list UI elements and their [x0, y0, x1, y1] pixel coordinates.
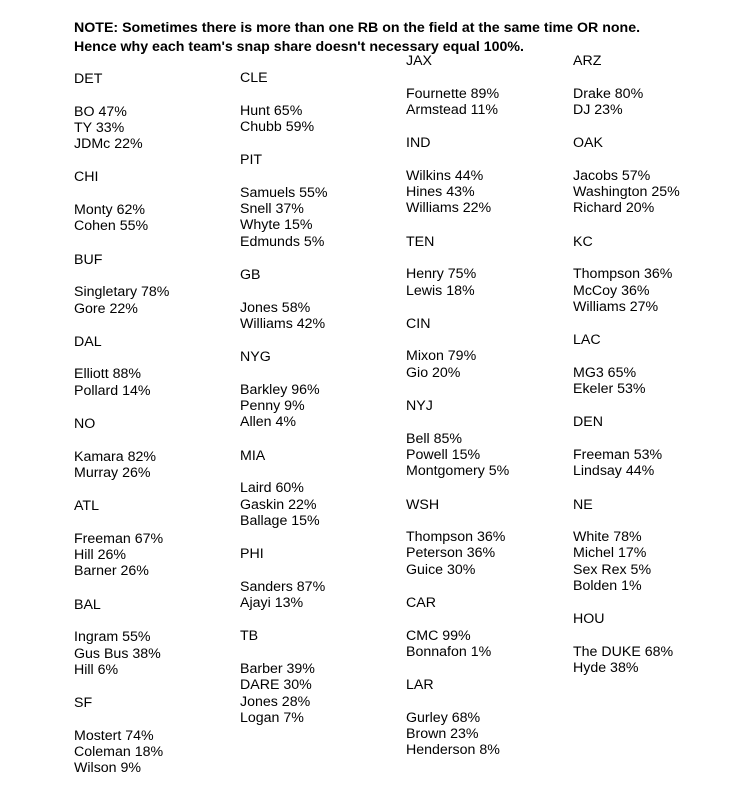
team-name: IND [406, 135, 431, 152]
player-snap-share: Armstead 11% [406, 101, 498, 118]
player-snap-share: Powell 15% [406, 446, 481, 463]
team-block-pit [240, 152, 400, 250]
player-snap-share: Laird 60% [240, 480, 304, 497]
team-name: NE [573, 496, 593, 513]
player-snap-share: Lewis 18% [406, 282, 475, 299]
player-snap-share: Washington 25% [573, 184, 680, 201]
player-snap-share: Logan 7% [240, 709, 304, 726]
player-snap-share: Monty 62% [74, 202, 145, 219]
team-block-tb [240, 628, 400, 726]
player-snap-share: Gore 22% [74, 300, 138, 317]
team-block-wsh [406, 497, 566, 578]
team-block-ten [406, 234, 566, 299]
player-snap-share: White 78% [573, 529, 642, 546]
team-block-lac [573, 332, 733, 397]
team-block-gb [240, 267, 400, 332]
player-snap-share: Freeman 67% [74, 530, 164, 547]
player-snap-share: Montgomery 5% [406, 463, 510, 480]
team-block-nyg [240, 349, 400, 430]
team-column-3 [406, 53, 566, 776]
player-snap-share: Hunt 65% [240, 102, 303, 119]
team-name: MIA [240, 447, 266, 464]
player-snap-share: Bell 85% [406, 430, 462, 447]
player-snap-share: The DUKE 68% [573, 643, 674, 660]
team-name: TB [240, 628, 259, 645]
team-block-nyj [406, 398, 566, 479]
team-name: ARZ [573, 53, 602, 69]
team-column-1 [74, 71, 234, 794]
player-snap-share: Jones 58% [240, 299, 311, 316]
player-snap-share: Mixon 79% [406, 348, 477, 365]
player-snap-share: Murray 26% [74, 464, 151, 481]
team-name: BAL [74, 596, 101, 613]
team-name: JAX [406, 53, 433, 69]
player-snap-share: Thompson 36% [573, 266, 673, 283]
player-snap-share: Mostert 74% [74, 727, 154, 744]
team-block-ind [406, 135, 566, 216]
team-block-ne [573, 497, 733, 595]
player-snap-share: Henderson 8% [406, 742, 500, 759]
team-block-jax [406, 53, 566, 118]
player-snap-share: Richard 20% [573, 200, 655, 217]
player-snap-share: Jones 28% [240, 693, 311, 710]
team-block-mia [240, 448, 400, 529]
team-block-bal [74, 597, 234, 678]
player-snap-share: Whyte 15% [240, 217, 313, 234]
player-snap-share: BO 47% [74, 103, 127, 120]
team-name: HOU [573, 611, 605, 628]
player-snap-share: Wilson 9% [74, 760, 142, 777]
team-name: LAR [406, 677, 434, 694]
player-snap-share: McCoy 36% [573, 282, 650, 299]
player-snap-share: Michel 17% [573, 545, 647, 562]
player-snap-share: Barner 26% [74, 563, 149, 580]
team-name: ATL [74, 498, 99, 515]
player-snap-share: Bolden 1% [573, 578, 642, 595]
team-block-sf [74, 695, 234, 776]
team-block-cin [406, 316, 566, 381]
player-snap-share: Gurley 68% [406, 709, 481, 726]
player-snap-share: Peterson 36% [406, 545, 496, 562]
player-snap-share: Fournette 89% [406, 85, 500, 102]
player-snap-share: Brown 23% [406, 726, 479, 743]
player-snap-share: Drake 80% [573, 85, 644, 102]
team-block-hou [573, 611, 733, 676]
team-block-dal [74, 334, 234, 399]
team-name: LAC [573, 332, 601, 349]
player-snap-share: Thompson 36% [406, 529, 506, 546]
team-name: BUF [74, 251, 103, 268]
team-block-no [74, 416, 234, 481]
player-snap-share: Chubb 59% [240, 118, 315, 135]
player-snap-share: Hill 6% [74, 661, 119, 678]
team-name: GB [240, 266, 261, 283]
player-snap-share: Samuels 55% [240, 184, 328, 201]
team-name: DET [74, 71, 103, 87]
player-snap-share: Gus Bus 38% [74, 645, 161, 662]
note-line-2: Hence why each team's snap share doesn't necessary equal 100%. [74, 39, 524, 55]
team-block-chi [74, 169, 234, 234]
team-block-kc [573, 234, 733, 315]
team-name: CIN [406, 315, 431, 332]
player-snap-share: Snell 37% [240, 201, 304, 218]
team-name: DEN [573, 414, 603, 431]
player-snap-share: Williams 27% [573, 298, 659, 315]
team-name: WSH [406, 496, 440, 513]
player-snap-share: Coleman 18% [74, 744, 164, 761]
player-snap-share: Edmunds 5% [240, 233, 325, 250]
player-snap-share: Penny 9% [240, 398, 305, 415]
team-block-atl [74, 498, 234, 579]
team-column-4 [573, 53, 733, 694]
player-snap-share: Hines 43% [406, 184, 475, 201]
player-snap-share: Wilkins 44% [406, 167, 484, 184]
snap-share-note [74, 19, 734, 57]
player-snap-share: Ballage 15% [240, 512, 320, 529]
player-snap-share: Pollard 14% [74, 382, 151, 399]
team-name: DAL [74, 333, 102, 350]
player-snap-share: Williams 22% [406, 200, 492, 217]
player-snap-share: Williams 42% [240, 315, 326, 332]
team-block-phi [240, 546, 400, 611]
player-snap-share: Hyde 38% [573, 660, 639, 677]
team-column-2 [240, 70, 400, 743]
team-name: NO [74, 416, 96, 433]
player-snap-share: Henry 75% [406, 266, 477, 283]
team-block-det [74, 71, 234, 152]
player-snap-share: TY 33% [74, 119, 125, 136]
player-snap-share: DJ 23% [573, 101, 623, 118]
team-name: NYG [240, 349, 271, 366]
team-block-oak [573, 135, 733, 216]
team-block-lar [406, 677, 566, 758]
player-snap-share: Elliott 88% [74, 366, 142, 383]
player-snap-share: Singletary 78% [74, 284, 170, 301]
player-snap-share: Barber 39% [240, 660, 315, 677]
team-name: CLE [240, 70, 268, 86]
player-snap-share: Ingram 55% [74, 629, 151, 646]
player-snap-share: Freeman 53% [573, 446, 663, 463]
team-block-arz [573, 53, 733, 118]
player-snap-share: DARE 30% [240, 677, 312, 694]
team-block-cle [240, 70, 400, 135]
player-snap-share: Jacobs 57% [573, 167, 651, 184]
team-name: SF [74, 695, 93, 712]
team-name: CAR [406, 595, 436, 612]
player-snap-share: Allen 4% [240, 414, 296, 431]
player-snap-share: Guice 30% [406, 561, 476, 578]
team-name: PHI [240, 546, 264, 563]
player-snap-share: Kamara 82% [74, 448, 157, 465]
player-snap-share: MG3 65% [573, 364, 637, 381]
note-line-1: NOTE: Sometimes there is more than one RB on the field at the same time OR none. [74, 20, 641, 36]
player-snap-share: Sanders 87% [240, 578, 326, 595]
team-name: CHI [74, 169, 99, 186]
player-snap-share: Ajayi 13% [240, 595, 304, 612]
player-snap-share: Gaskin 22% [240, 496, 317, 513]
player-snap-share: Barkley 96% [240, 381, 320, 398]
team-name: KC [573, 233, 593, 250]
team-block-den [573, 414, 733, 479]
team-name: TEN [406, 233, 435, 250]
player-snap-share: Gio 20% [406, 364, 461, 381]
player-snap-share: Hill 26% [74, 547, 127, 564]
player-snap-share: Ekeler 53% [573, 381, 646, 398]
team-block-car [406, 595, 566, 660]
team-name: PIT [240, 152, 263, 169]
team-name: NYJ [406, 398, 433, 415]
player-snap-share: Cohen 55% [74, 218, 149, 235]
player-snap-share: Lindsay 44% [573, 463, 655, 480]
player-snap-share: JDMc 22% [74, 136, 143, 153]
player-snap-share: CMC 99% [406, 627, 471, 644]
player-snap-share: Bonnafon 1% [406, 643, 492, 660]
team-name: OAK [573, 135, 603, 152]
team-block-buf [74, 252, 234, 317]
player-snap-share: Sex Rex 5% [573, 561, 652, 578]
